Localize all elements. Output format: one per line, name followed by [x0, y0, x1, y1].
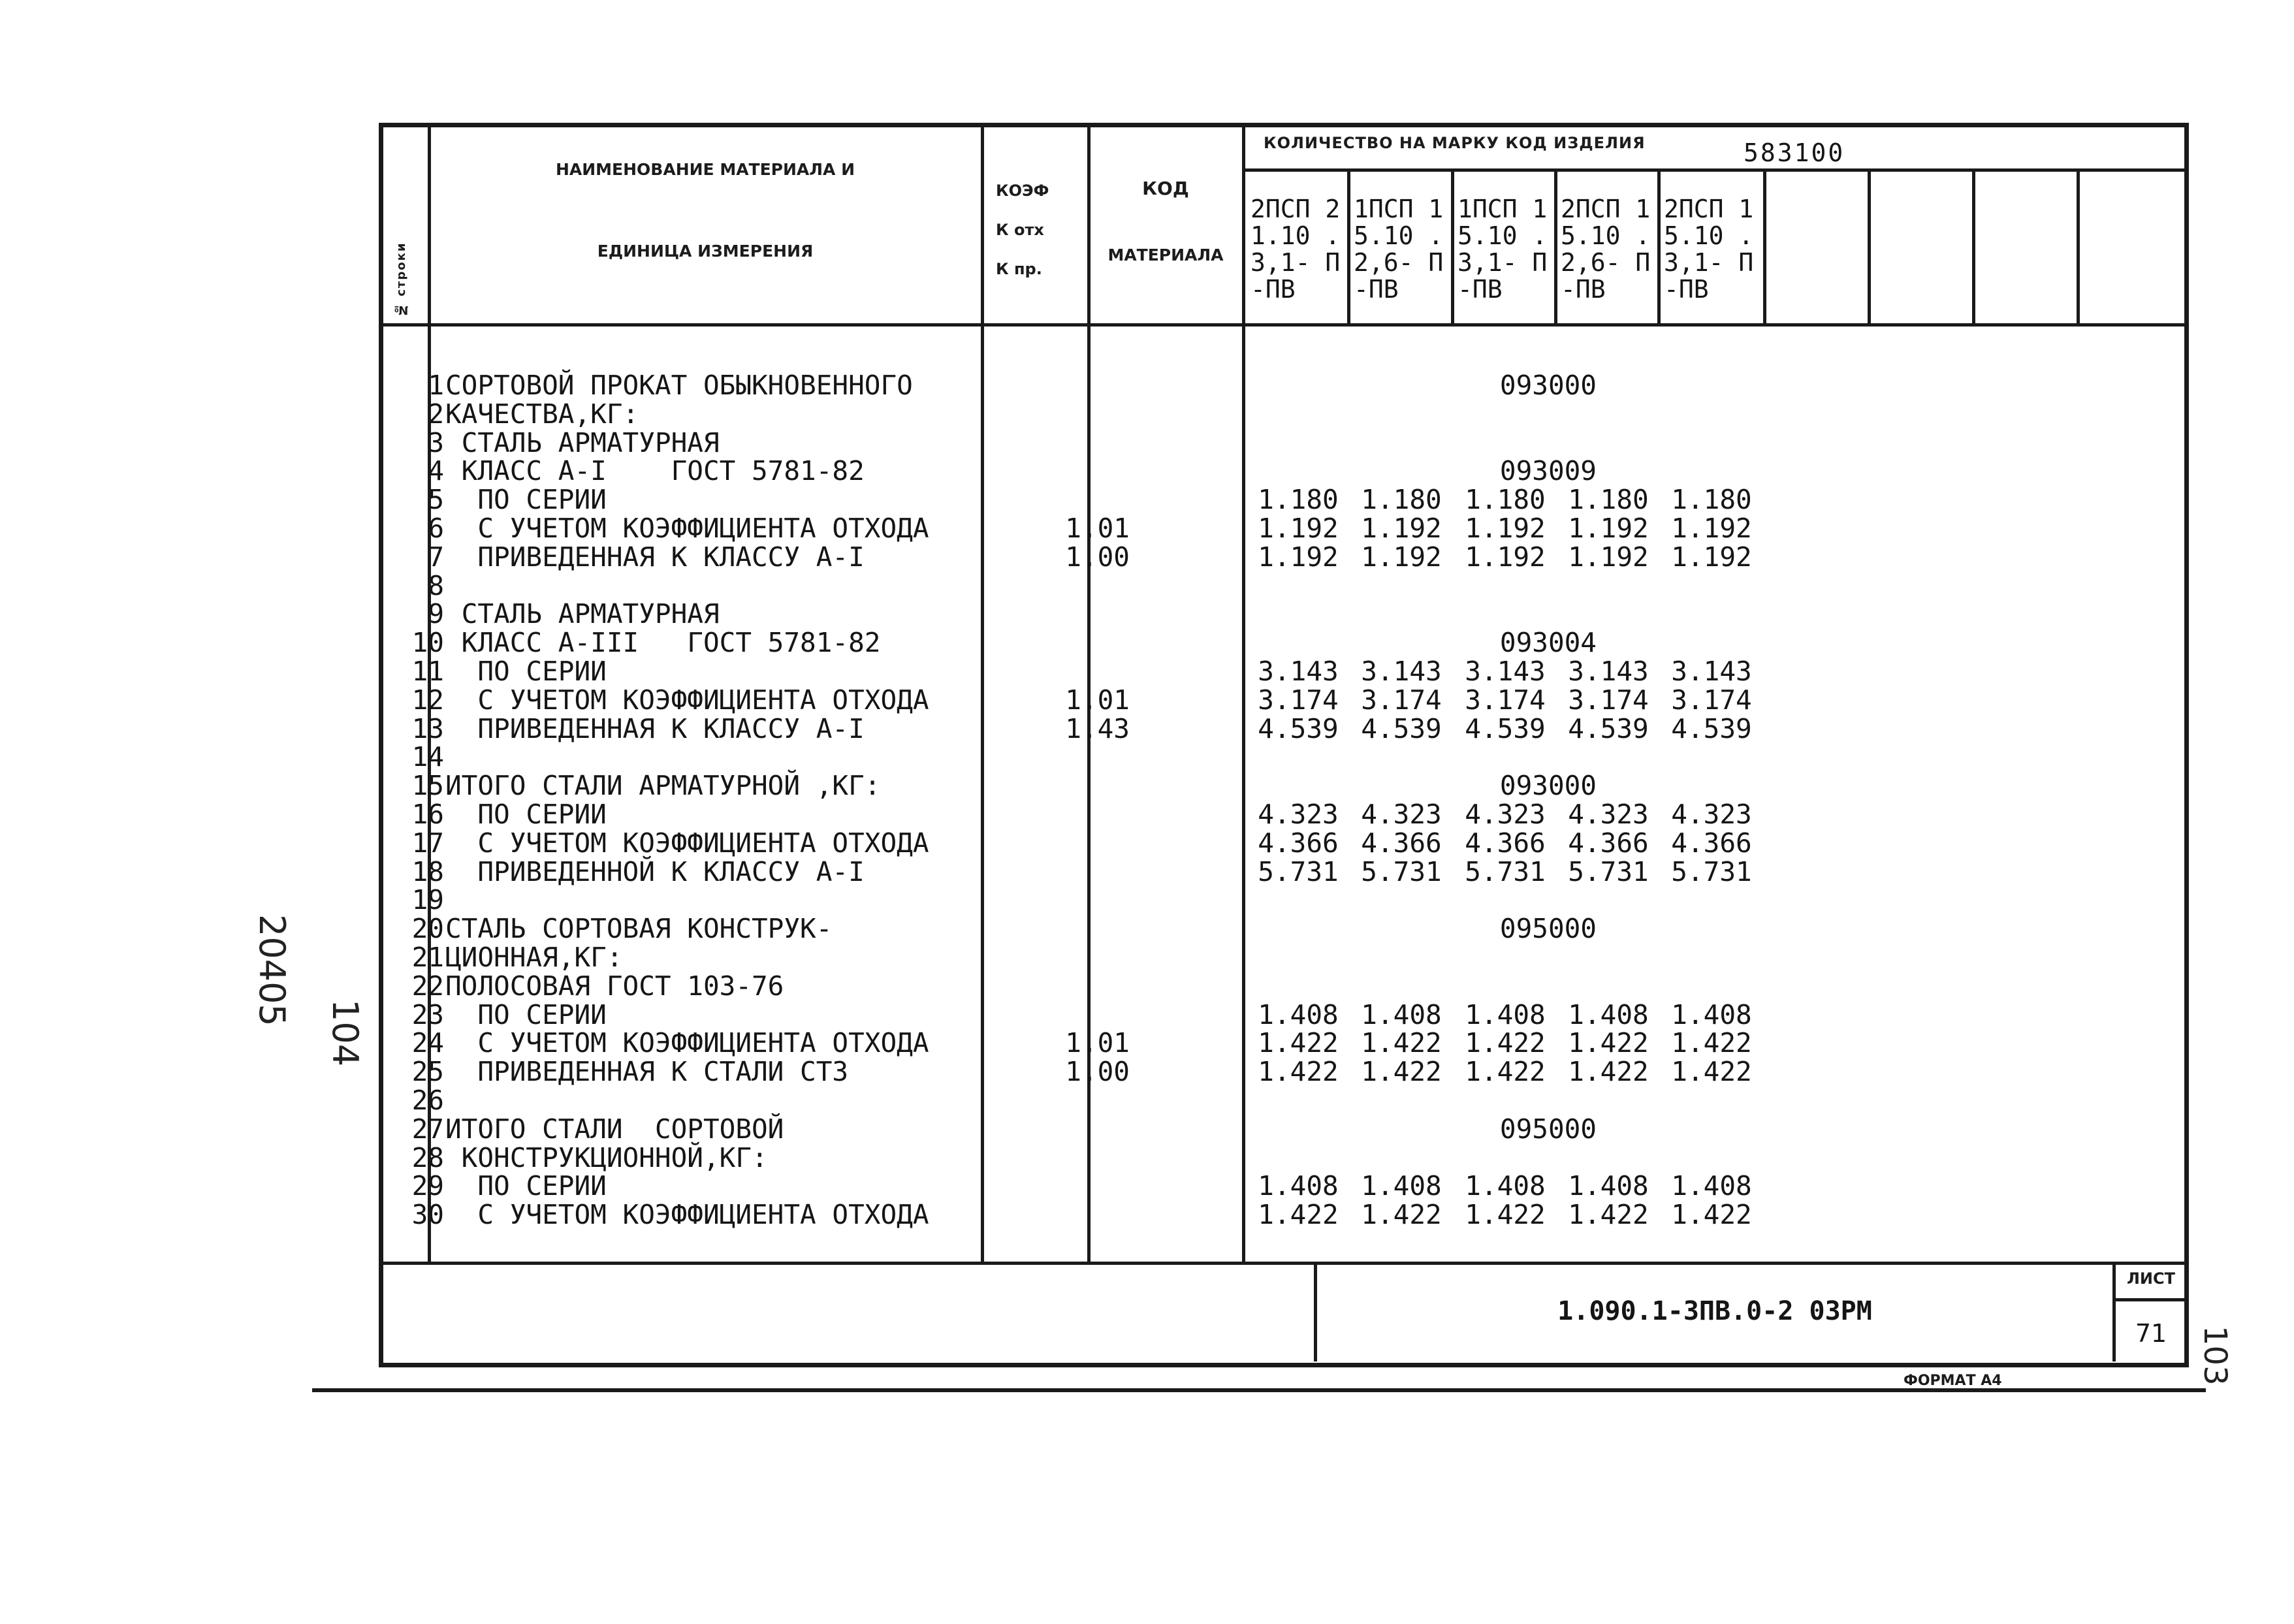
qty-value: 1.192	[1671, 513, 1752, 544]
header-material-name-1: НАИМЕНОВАНИЕ МАТЕРИАЛА И	[555, 160, 855, 179]
material-name: ПРИВЕДЕННАЯ К КЛАССУ А-I	[445, 541, 865, 573]
qty-value: 3.143	[1671, 656, 1752, 687]
table-row	[379, 800, 2189, 829]
qty-value: 1.408	[1671, 1170, 1752, 1202]
table-row	[379, 485, 2189, 514]
header-product-code: 583100	[1744, 138, 1845, 167]
material-name: КЛАСС А-III ГОСТ 5781-82	[445, 627, 881, 659]
qty-value: 4.323	[1568, 799, 1649, 830]
row-number: 18	[411, 855, 444, 887]
qty-value: 1.422	[1671, 1056, 1752, 1088]
material-name: ПО СЕРИИ	[445, 484, 607, 516]
qty-value: 1.192	[1361, 541, 1442, 573]
material-name: ПО СЕРИИ	[445, 998, 607, 1030]
item-header: 2ПСП 15.10 .2,6- П-ПВ	[1561, 195, 1651, 304]
qty-value: 1.180	[1568, 484, 1649, 516]
qty-value: 4.323	[1465, 799, 1546, 830]
material-name: ИТОГО СТАЛИ АРМАТУРНОЙ ,КГ:	[445, 770, 881, 802]
material-name: КОНСТРУКЦИОННОЙ,КГ:	[445, 1141, 768, 1173]
material-name: ПРИВЕДЕННОЙ К КЛАССУ А-I	[445, 855, 865, 887]
row-number: 4	[428, 455, 444, 487]
row-number: 30	[411, 1199, 444, 1231]
material-code: 093009	[1499, 455, 1597, 487]
material-name: ЦИОННАЯ,КГ:	[445, 942, 623, 973]
row-number: 24	[411, 1027, 444, 1059]
material-code: 093000	[1499, 370, 1597, 401]
qty-value: 5.731	[1258, 855, 1339, 887]
item-header: 2ПСП 21.10 .3,1- П-ПВ	[1251, 195, 1341, 304]
table-row	[379, 543, 2189, 571]
table-row	[379, 885, 2189, 914]
qty-title-rule	[1243, 168, 2188, 172]
row-number: 5	[428, 484, 444, 516]
inventory-subnumber: 104	[325, 999, 366, 1067]
material-name: СОРТОВОЙ ПРОКАТ ОБЫКНОВЕННОГО	[445, 370, 913, 401]
stamp-sheet-rule	[2114, 1298, 2188, 1301]
header-koef-3: К пр.	[996, 260, 1042, 278]
qty-value: 3.143	[1568, 656, 1649, 687]
row-number: 26	[411, 1085, 444, 1116]
qty-value: 1.422	[1568, 1056, 1649, 1088]
table-row	[379, 857, 2189, 886]
qty-value: 4.366	[1258, 827, 1339, 859]
material-code: 095000	[1499, 913, 1597, 945]
material-name: КАЧЕСТВА,КГ:	[445, 398, 639, 430]
format-label: ФОРМАТ А4	[1904, 1373, 2002, 1389]
qty-value: 4.366	[1568, 827, 1649, 859]
qty-value: 3.143	[1465, 656, 1546, 687]
qty-value: 3.174	[1258, 684, 1339, 716]
item-header: 2ПСП 15.10 .3,1- П-ПВ	[1664, 195, 1754, 304]
qty-column-divider	[1657, 170, 1661, 325]
qty-value: 4.539	[1671, 712, 1752, 744]
material-name: С УЧЕТОМ КОЭФФИЦИЕНТА ОТХОДА	[445, 1199, 929, 1231]
row-number: 11	[411, 656, 444, 687]
header-code-1: КОД	[1142, 178, 1189, 199]
qty-value: 3.174	[1361, 684, 1442, 716]
table-row	[379, 657, 2189, 686]
header-material-name-2: ЕДИНИЦА ИЗМЕРЕНИЯ	[597, 242, 814, 261]
material-name: СТАЛЬ АРМАТУРНАЯ	[445, 598, 720, 630]
material-code: 093004	[1499, 627, 1597, 659]
table-row	[379, 943, 2189, 972]
koef-value: 1.43	[1065, 712, 1130, 744]
qty-value: 1.192	[1465, 541, 1546, 573]
table-row	[379, 1171, 2189, 1200]
koef-value: 1.01	[1065, 513, 1130, 544]
row-number: 9	[428, 598, 444, 630]
row-number: 8	[428, 569, 444, 601]
table-row	[379, 428, 2189, 457]
qty-value: 1.422	[1361, 1056, 1442, 1088]
qty-value: 1.180	[1361, 484, 1442, 516]
material-name: ПРИВЕДЕННАЯ К КЛАССУ А-I	[445, 712, 865, 744]
qty-value: 1.408	[1671, 998, 1752, 1030]
qty-column-divider	[2077, 170, 2080, 325]
qty-value: 1.192	[1568, 541, 1649, 573]
qty-value: 1.422	[1465, 1199, 1546, 1231]
row-number: 25	[411, 1056, 444, 1088]
table-row	[379, 514, 2189, 543]
qty-value: 1.408	[1361, 1170, 1442, 1202]
material-name: ПО СЕРИИ	[445, 656, 607, 687]
row-number: 6	[428, 513, 444, 544]
table-row	[379, 1200, 2189, 1229]
qty-value: 3.143	[1258, 656, 1339, 687]
table-row	[379, 972, 2189, 1000]
table-row	[379, 571, 2189, 600]
qty-value: 1.408	[1568, 1170, 1649, 1202]
table-row	[379, 456, 2189, 485]
qty-value: 4.539	[1361, 712, 1442, 744]
qty-column-divider	[1763, 170, 1766, 325]
qty-value: 1.422	[1568, 1199, 1649, 1231]
qty-value: 5.731	[1568, 855, 1649, 887]
qty-value: 1.422	[1361, 1027, 1442, 1059]
row-number: 10	[411, 627, 444, 659]
qty-value: 1.422	[1361, 1199, 1442, 1231]
qty-value: 1.192	[1258, 513, 1339, 544]
table-row	[379, 371, 2189, 400]
material-name: С УЧЕТОМ КОЭФФИЦИЕНТА ОТХОДА	[445, 827, 929, 859]
row-number: 12	[411, 684, 444, 716]
qty-value: 1.422	[1258, 1027, 1339, 1059]
material-name: С УЧЕТОМ КОЭФФИЦИЕНТА ОТХОДА	[445, 1027, 929, 1059]
qty-value: 1.422	[1671, 1027, 1752, 1059]
row-number: 1	[428, 370, 444, 401]
row-number: 23	[411, 998, 444, 1030]
row-number: 27	[411, 1113, 444, 1145]
header-koef-2: К отх	[996, 221, 1044, 239]
koef-value: 1.01	[1065, 1027, 1130, 1059]
qty-value: 4.539	[1465, 712, 1546, 744]
row-number: 2	[428, 398, 444, 430]
qty-value: 5.731	[1465, 855, 1546, 887]
qty-value: 1.408	[1568, 998, 1649, 1030]
table-row	[379, 1028, 2189, 1057]
table-row	[379, 1143, 2189, 1172]
qty-column-divider	[1972, 170, 1975, 325]
row-number: 19	[411, 884, 444, 916]
qty-value: 1.180	[1671, 484, 1752, 516]
qty-column-divider	[1868, 170, 1871, 325]
row-number: 13	[411, 712, 444, 744]
qty-value: 1.192	[1671, 541, 1752, 573]
table-row	[379, 742, 2189, 771]
qty-value: 1.408	[1258, 1170, 1339, 1202]
material-name: КЛАСС А-I ГОСТ 5781-82	[445, 455, 865, 487]
table-row	[379, 1115, 2189, 1143]
qty-value: 1.408	[1258, 998, 1339, 1030]
koef-value: 1.00	[1065, 1056, 1130, 1088]
item-header: 1ПСП 15.10 .3,1- П-ПВ	[1458, 195, 1548, 304]
row-number: 20	[411, 913, 444, 945]
body-bottom-rule	[380, 1262, 2188, 1265]
material-code: 093000	[1499, 770, 1597, 802]
material-name: СТАЛЬ АРМАТУРНАЯ	[445, 426, 720, 458]
qty-value: 1.192	[1361, 513, 1442, 544]
qty-value: 3.174	[1671, 684, 1752, 716]
qty-value: 1.180	[1465, 484, 1546, 516]
header-rule	[380, 323, 2188, 326]
row-number: 14	[411, 741, 444, 773]
qty-value: 1.422	[1465, 1056, 1546, 1088]
corner-page-number: 103	[2197, 1326, 2233, 1386]
material-name: С УЧЕТОМ КОЭФФИЦИЕНТА ОТХОДА	[445, 684, 929, 716]
table-row	[379, 686, 2189, 714]
table-row	[379, 1086, 2189, 1115]
header-koef-1: КОЭФ	[996, 182, 1049, 200]
row-number: 22	[411, 970, 444, 1002]
qty-value: 4.323	[1361, 799, 1442, 830]
row-number: 21	[411, 942, 444, 973]
table-row	[379, 829, 2189, 857]
qty-value: 3.143	[1361, 656, 1442, 687]
koef-value: 1.01	[1065, 684, 1130, 716]
header-qty-title: КОЛИЧЕСТВО НА МАРКУ КОД ИЗДЕЛИЯ	[1264, 134, 1646, 152]
qty-value: 1.422	[1465, 1027, 1546, 1059]
qty-column-divider	[1554, 170, 1557, 325]
material-name: С УЧЕТОМ КОЭФФИЦИЕНТА ОТХОДА	[445, 513, 929, 544]
qty-value: 4.366	[1671, 827, 1752, 859]
table-row	[379, 914, 2189, 943]
inventory-number: 20405	[251, 914, 293, 1027]
item-header: 1ПСП 15.10 .2,6- П-ПВ	[1354, 195, 1444, 304]
row-number: 17	[411, 827, 444, 859]
qty-value: 1.408	[1361, 998, 1442, 1030]
qty-value: 4.323	[1258, 799, 1339, 830]
table-row	[379, 1057, 2189, 1086]
row-number: 28	[411, 1141, 444, 1173]
row-number: 3	[428, 426, 444, 458]
table-row	[379, 1000, 2189, 1029]
qty-value: 3.174	[1568, 684, 1649, 716]
table-row	[379, 714, 2189, 743]
row-number: 16	[411, 799, 444, 830]
material-name: ИТОГО СТАЛИ СОРТОВОЙ	[445, 1113, 784, 1145]
qty-value: 1.422	[1258, 1056, 1339, 1088]
row-number: 15	[411, 770, 444, 802]
sheet-label: ЛИСТ	[2126, 1269, 2175, 1288]
qty-value: 4.539	[1568, 712, 1649, 744]
material-name: ПОЛОСОВАЯ ГОСТ 103-76	[445, 970, 784, 1002]
header-code-2: МАТЕРИАЛА	[1107, 246, 1224, 264]
qty-value: 1.422	[1671, 1199, 1752, 1231]
qty-value: 1.192	[1258, 541, 1339, 573]
row-number: 7	[428, 541, 444, 573]
material-code: 095000	[1499, 1113, 1597, 1145]
table-row	[379, 628, 2189, 657]
row-number: 29	[411, 1170, 444, 1202]
qty-value: 5.731	[1361, 855, 1442, 887]
material-name: СТАЛЬ СОРТОВАЯ КОНСТРУК-	[445, 913, 833, 945]
material-name: ПО СЕРИИ	[445, 1170, 607, 1202]
qty-value: 5.731	[1671, 855, 1752, 887]
header-row-number: № строки	[394, 242, 408, 317]
qty-value: 1.192	[1465, 513, 1546, 544]
qty-value: 1.408	[1465, 998, 1546, 1030]
qty-value: 4.323	[1671, 799, 1752, 830]
qty-value: 4.366	[1361, 827, 1442, 859]
table-row	[379, 771, 2189, 800]
koef-value: 1.00	[1065, 541, 1130, 573]
qty-value: 1.422	[1258, 1199, 1339, 1231]
qty-value: 1.180	[1258, 484, 1339, 516]
table-row	[379, 599, 2189, 628]
qty-value: 4.539	[1258, 712, 1339, 744]
doc-code: 1.090.1-3ПВ.0-2 03РМ	[1557, 1296, 1872, 1326]
table-row	[379, 400, 2189, 428]
qty-value: 1.192	[1568, 513, 1649, 544]
qty-value: 4.366	[1465, 827, 1546, 859]
qty-value: 3.174	[1465, 684, 1546, 716]
qty-value: 1.422	[1568, 1027, 1649, 1059]
material-name: ПРИВЕДЕННАЯ К СТАЛИ СТ3	[445, 1056, 849, 1088]
qty-value: 1.408	[1465, 1170, 1546, 1202]
sheet-number: 71	[2135, 1319, 2167, 1348]
material-name: ПО СЕРИИ	[445, 799, 607, 830]
qty-column-divider	[1347, 170, 1350, 325]
qty-column-divider	[1451, 170, 1454, 325]
